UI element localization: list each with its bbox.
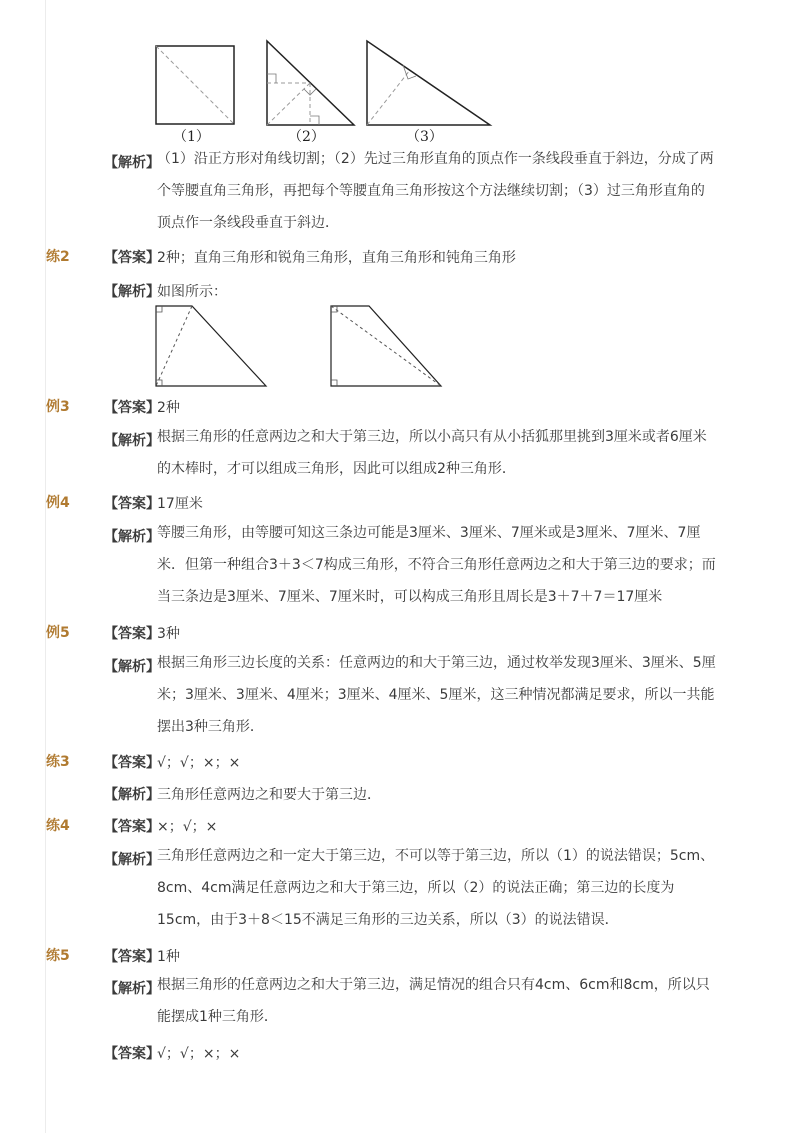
analysis-tag: 【解析】: [104, 284, 160, 300]
problem-label: 例5: [46, 625, 70, 641]
figure-square-cut: [150, 40, 240, 130]
answer-tag: 【答案】: [104, 496, 160, 512]
analysis-text: 三角形任意两边之和要大于第三边．: [157, 787, 381, 803]
problem-label: 练5: [46, 948, 70, 964]
answer-text: 3种: [157, 626, 180, 642]
analysis-text: 三角形任意两边之和一定大于第三边，不可以等于第三边，所以（1）的说法错误；5cm、8cm、4cm满足任意两边之和大于第三边，所以（2）的说法正确；第三边的长度为15cm，由于3＋8＜15不满足三角形的三边关系，所以（3）的说法错误．: [157, 848, 715, 928]
analysis-tag: 【解析】: [104, 433, 160, 449]
analysis-tag: 【解析】: [104, 155, 160, 171]
answer-tag: 【答案】: [104, 949, 160, 965]
analysis-tag: 【解析】: [104, 981, 160, 997]
analysis-tag: 【解析】: [104, 852, 160, 868]
answer-text: 2种；直角三角形和锐角三角形，直角三角形和钝角三角形: [157, 250, 516, 266]
analysis-tag: 【解析】: [104, 659, 160, 675]
answer-text: ×；√；×: [157, 819, 218, 835]
answer-tag: 【答案】: [104, 626, 160, 642]
problem-label: 练4: [46, 818, 70, 834]
analysis-text: 根据三角形三边长度的关系：任意两边的和大于第三边，通过枚举发现3厘米、3厘米、5厘米；3厘米、3厘米、4厘米；3厘米、4厘米、5厘米，这三种情况都满足要求，所以一共能摆出3种三角形．: [157, 655, 716, 735]
answer-tag: 【答案】: [104, 1046, 160, 1062]
answer-tag: 【答案】: [104, 819, 160, 835]
problem-label: 练2: [46, 249, 70, 265]
analysis-text: （1）沿正方形对角线切割；（2）先过三角形直角的顶点作一条线段垂直于斜边，分成了两个等腰直角三角形，再把每个等腰直角三角形按这个方法继续切割；（3）过三角形直角的顶点作一条线段垂直于斜边．: [157, 151, 714, 231]
problem-label: 例3: [46, 399, 70, 415]
answer-text: 1种: [157, 949, 180, 965]
problem-label: 例4: [46, 495, 70, 511]
figure-caption-1: （1）: [173, 129, 210, 145]
answer-tag: 【答案】: [104, 250, 160, 266]
figure-trapezoid-diagonal-2: [325, 300, 447, 390]
figure-caption-2: （2）: [288, 129, 325, 145]
answer-tag: 【答案】: [104, 400, 160, 416]
analysis-text: 如图所示：: [157, 284, 227, 300]
answer-text: √；√；×；×: [157, 1046, 241, 1062]
figure-right-triangle-altitude: [362, 38, 496, 130]
answer-tag: 【答案】: [104, 755, 160, 771]
analysis-text: 根据三角形的任意两边之和大于第三边，所以小高只有从小括狐那里挑到3厘米或者6厘米的木棒时，才可以组成三角形，因此可以组成2种三角形．: [157, 429, 707, 477]
problem-label: 练3: [46, 754, 70, 770]
analysis-tag: 【解析】: [104, 787, 160, 803]
answer-text: √；√；×；×: [157, 755, 241, 771]
analysis-tag: 【解析】: [104, 529, 160, 545]
figure-triangle-subdivided: [262, 38, 360, 130]
figure-trapezoid-diagonal: [150, 300, 272, 390]
figure-caption-3: （3）: [406, 129, 443, 145]
answer-text: 17厘米: [157, 496, 203, 512]
answer-text: 2种: [157, 400, 180, 416]
analysis-text: 根据三角形的任意两边之和大于第三边，满足情况的组合只有4cm、6cm和8cm，所以只能摆成1种三角形．: [157, 977, 710, 1025]
analysis-text: 等腰三角形，由等腰可知这三条边可能是3厘米、3厘米、7厘米或是3厘米、7厘米、7厘米．但第一种组合3＋3＜7构成三角形，不符合三角形任意两边之和大于第三边的要求；而当三条边是3厘米、7厘米、7厘米时，可以构成三角形且周长是3＋7＋7＝17厘米: [157, 525, 716, 605]
